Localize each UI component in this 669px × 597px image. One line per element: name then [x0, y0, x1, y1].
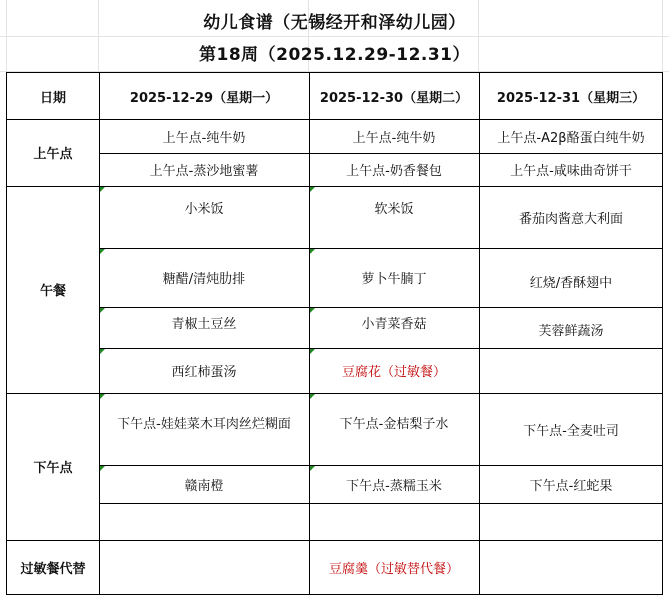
comment-marker: [100, 394, 105, 399]
day-header-wed: 2025-12-31（星期三）: [496, 90, 646, 106]
menu-cell: 上午点-咸味曲奇饼干: [510, 164, 632, 179]
menu-cell: 下午点-娃娃菜木耳肉丝烂糊面: [117, 417, 291, 432]
menu-cell: 软米饭: [374, 202, 414, 217]
comment-marker: [310, 349, 315, 354]
menu-cell: 芙蓉鲜蔬汤: [538, 324, 604, 339]
date-column-label: 日期: [39, 90, 66, 106]
day-header-tue: 2025-12-30（星期二）: [319, 90, 469, 106]
menu-cell: 小米饭: [184, 202, 224, 217]
comment-marker: [100, 187, 105, 192]
menu-cell: [479, 503, 663, 540]
week-title: 第18周（2025.12.29-12.31）: [198, 45, 471, 65]
comment-marker: [100, 349, 105, 354]
section-label-lunch: 午餐: [39, 284, 66, 299]
comment-marker: [310, 394, 315, 399]
menu-cell: 小青菜香菇: [361, 317, 427, 332]
comment-marker: [310, 187, 315, 192]
menu-cell: 下午点-蒸糯玉米: [346, 478, 442, 494]
menu-cell: 糖醋/清炖肋排: [162, 272, 246, 287]
menu-cell: 番茄肉酱意大利面: [518, 211, 623, 227]
menu-cell: 红烧/香酥翅中: [529, 276, 613, 291]
comment-marker: [310, 249, 315, 254]
section-label-afternoon: 下午点: [33, 461, 73, 476]
comment-marker: [100, 308, 105, 313]
comment-marker: [310, 466, 315, 471]
menu-cell: 上午点-纯牛奶: [162, 130, 246, 146]
menu-cell: [479, 540, 663, 594]
menu-cell: 下午点-金桔梨子水: [339, 417, 449, 432]
menu-cell: [99, 540, 309, 594]
menu-table: [6, 72, 663, 595]
menu-cell: [99, 503, 309, 540]
menu-cell: 上午点-蒸沙地蜜薯: [149, 164, 259, 179]
menu-cell: [479, 348, 663, 393]
menu-cell: 上午点-奶香餐包: [346, 164, 442, 179]
menu-title: 幼儿食谱（无锡经开和泽幼儿园）: [203, 13, 466, 33]
menu-cell: 下午点-红蛇果: [529, 478, 613, 494]
menu-cell: 上午点-纯牛奶: [352, 130, 436, 146]
comment-marker: [100, 249, 105, 254]
day-header-mon: 2025-12-29（星期一）: [129, 90, 279, 106]
menu-cell: 萝卜牛腩丁: [361, 272, 427, 287]
comment-marker: [100, 466, 105, 471]
allergy-substitute-cell: 豆腐羹（过敏替代餐）: [328, 561, 459, 577]
menu-cell: 下午点-全麦吐司: [523, 423, 619, 439]
menu-cell: 西红柿蛋汤: [171, 365, 237, 380]
section-label-morning: 上午点: [33, 147, 73, 162]
menu-cell: [309, 503, 479, 540]
menu-cell: 青椒土豆丝: [171, 317, 237, 332]
allergy-menu-cell: 豆腐花（过敏餐）: [341, 365, 446, 380]
section-label-allergy: 过敏餐代替: [20, 561, 86, 577]
comment-marker: [310, 308, 315, 313]
menu-cell: 赣南橙: [184, 478, 224, 494]
menu-cell: 上午点-A2β酪蛋白纯牛奶: [497, 130, 645, 146]
